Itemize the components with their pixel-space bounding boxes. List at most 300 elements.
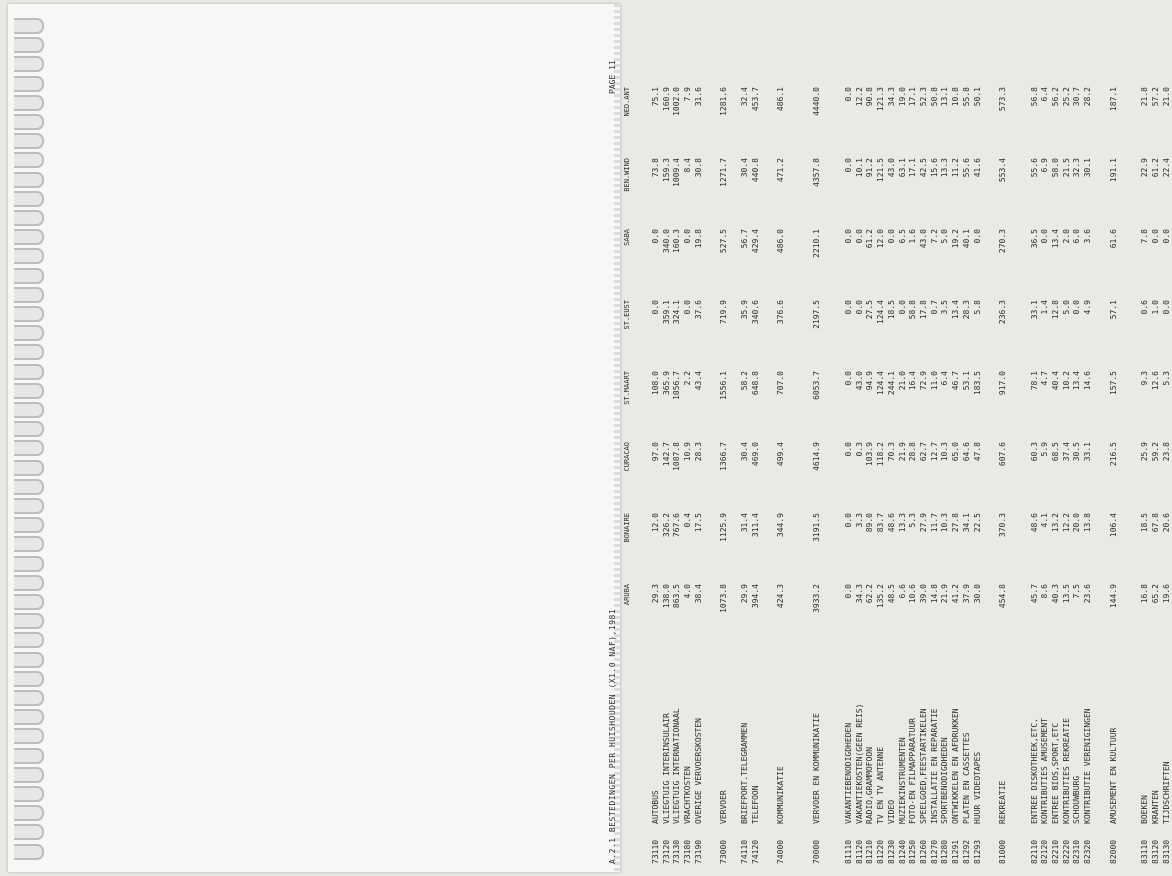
row-label: BOEKEN [1140, 795, 1150, 824]
cell-value: 56.2 [1051, 87, 1061, 107]
binder-ring [14, 325, 44, 341]
table-row [1162, 36, 1172, 864]
cell-value: 607.6 [997, 442, 1007, 467]
cell-value: 0.0 [682, 229, 692, 244]
cell-value: 34.3 [886, 87, 896, 107]
cell-value: 5.9 [1040, 442, 1050, 457]
cell-value: 10.3 [940, 442, 950, 462]
cell-value: 97.0 [650, 442, 660, 462]
column-header: CURACAO [623, 442, 631, 472]
cell-value: 48.6 [886, 513, 896, 533]
column-header: BONAIRE [623, 513, 631, 543]
binder-ring [14, 786, 44, 802]
row-code: 81210 [865, 839, 875, 864]
row-code: 73130 [672, 839, 682, 864]
cell-value: 23.8 [1161, 442, 1171, 462]
row-label: KRANTEN [1151, 790, 1161, 824]
column-header: ST.EUST [623, 300, 631, 330]
cell-value: 56.8 [1029, 87, 1039, 107]
cell-value: 3191.5 [812, 513, 822, 542]
cell-value: 68.5 [1051, 442, 1061, 462]
cell-value: 0.0 [682, 300, 692, 315]
row-code: 82210 [1051, 839, 1061, 864]
row-code: 81260 [918, 839, 928, 864]
cell-value: 83.7 [876, 513, 886, 533]
table-row [812, 36, 822, 864]
cell-value: 4.7 [1040, 371, 1050, 386]
cell-value: 0.0 [854, 229, 864, 244]
cell-value: 94.9 [865, 371, 875, 391]
cell-value: 18.5 [886, 300, 896, 320]
cell-value: 14.8 [929, 584, 939, 604]
cell-value: 15.6 [929, 158, 939, 178]
binder-ring [14, 95, 44, 111]
row-label: FOTO-EN FILMAPPARATUUR [908, 718, 918, 824]
cell-value: 469.0 [750, 442, 760, 467]
cell-value: 22.9 [1140, 158, 1150, 178]
cell-value: 16.4 [908, 371, 918, 391]
cell-value: 138.0 [661, 584, 671, 609]
row-label: VIDEO [886, 799, 896, 824]
cell-value: 35.9 [740, 300, 750, 320]
cell-value: 424.3 [776, 584, 786, 609]
binder-ring [14, 632, 44, 648]
cell-value: 13.4 [1072, 371, 1082, 391]
table-row [940, 36, 950, 864]
table-row [973, 36, 983, 864]
binder-ring [14, 479, 44, 495]
column-header: ARUBA [623, 584, 631, 606]
binder-ring [14, 268, 44, 284]
binder-ring [14, 844, 44, 860]
cell-value: 0.0 [650, 229, 660, 244]
column-header: ST.MAART [623, 371, 631, 405]
binder-ring [14, 248, 44, 264]
cell-value: 25.2 [1061, 87, 1071, 107]
cell-value: 14.6 [1083, 371, 1093, 391]
binder-ring [14, 575, 44, 591]
table-title: A.2.1 BESTEDINGEN PER HUISHOUDEN (X1.0 NAF),1981 [608, 608, 617, 864]
row-code: 83130 [1161, 839, 1171, 864]
cell-value: 135.2 [876, 584, 886, 609]
cell-value: 20.6 [1161, 513, 1171, 533]
row-label: OVERIGE VERVOERSKOSTEN [693, 718, 703, 824]
cell-value: 21.9 [897, 442, 907, 462]
cell-value: 39.0 [918, 584, 928, 604]
cell-value: 1.6 [908, 229, 918, 244]
cell-value: 440.8 [750, 158, 760, 183]
cell-value: 160.9 [661, 87, 671, 112]
cell-value: 30.1 [1083, 158, 1093, 178]
row-label: TIJDSCHRIFTEN [1161, 761, 1171, 824]
binder-ring [14, 671, 44, 687]
cell-value: 61.2 [1151, 158, 1161, 178]
row-code: 81280 [940, 839, 950, 864]
table-row [1151, 36, 1161, 864]
row-code: 81110 [844, 839, 853, 864]
cell-value: 370.3 [997, 513, 1007, 538]
cell-value: 4.0 [682, 584, 692, 599]
cell-value: 43.0 [918, 229, 928, 249]
cell-value: 55.6 [961, 158, 971, 178]
cell-value: 244.1 [886, 371, 896, 396]
cell-value: 17.1 [908, 87, 918, 107]
cell-value: 8.6 [1040, 584, 1050, 599]
cell-value: 0.4 [682, 513, 692, 528]
cell-value: 40.1 [961, 229, 971, 249]
binder-ring [14, 517, 44, 533]
cell-value: 56.7 [740, 229, 750, 249]
binder-ring [14, 210, 44, 226]
cell-value: 5.3 [1161, 371, 1171, 386]
binder-ring [14, 440, 44, 456]
row-label: PLATEN EN CASSETTES [961, 732, 971, 824]
cell-value: 270.3 [997, 229, 1007, 254]
table-row [1040, 36, 1050, 864]
table-row [662, 36, 672, 864]
cell-value: 33.1 [1029, 300, 1039, 320]
binder-rings [8, 4, 48, 872]
binder-ring [14, 767, 44, 783]
cell-value: 1366.7 [719, 442, 729, 471]
cell-value: 0.0 [886, 229, 896, 244]
row-code: 82000 [1108, 839, 1118, 864]
table-row [1062, 36, 1072, 864]
cell-value: 159.3 [661, 158, 671, 183]
row-label: SPORTBENODIGDHEDEN [940, 737, 950, 824]
table-row [951, 36, 961, 864]
cell-value: 60.3 [1029, 442, 1039, 462]
cell-value: 62.7 [918, 442, 928, 462]
cell-value: 121.3 [876, 87, 886, 112]
column-header: NED.ANT [623, 87, 631, 117]
cell-value: 573.3 [997, 87, 1007, 112]
cell-value: 236.3 [997, 300, 1007, 325]
cell-value: 0.0 [844, 158, 853, 173]
row-code: 81220 [876, 839, 886, 864]
binder-ring [14, 191, 44, 207]
cell-value: 144.9 [1108, 584, 1118, 609]
cell-value: 40.3 [1051, 584, 1061, 604]
row-code: 82110 [1029, 839, 1039, 864]
row-code: 81230 [886, 839, 896, 864]
cell-value: 6.0 [1072, 229, 1082, 244]
cell-value: 11.7 [929, 513, 939, 533]
row-code: 82310 [1072, 839, 1082, 864]
row-label: ONTWIKKELEN EN AFDRUKKEN [951, 708, 961, 824]
row-code: 81120 [854, 839, 864, 864]
binder-ring [14, 114, 44, 130]
cell-value: 3.3 [854, 513, 864, 528]
cell-value: 6.6 [897, 584, 907, 599]
row-label: AUTOBUS [650, 790, 660, 824]
cell-value: 90.8 [865, 87, 875, 107]
binder-ring [14, 709, 44, 725]
cell-value: 340.0 [661, 229, 671, 254]
row-label: TV EN TV ANTENNE [876, 746, 886, 824]
binder-ring [14, 287, 44, 303]
cell-value: 0.0 [844, 371, 853, 386]
cell-value: 719.9 [719, 300, 729, 325]
cell-value: 55.6 [1029, 158, 1039, 178]
binder-ring [14, 805, 44, 821]
row-code: 73110 [650, 839, 660, 864]
row-code: 81293 [972, 839, 982, 864]
cell-value: 31.4 [740, 513, 750, 533]
table-row [651, 36, 661, 864]
cell-value: 4.9 [1083, 300, 1093, 315]
cell-value: 21.0 [1161, 87, 1171, 107]
cell-value: 12.7 [929, 442, 939, 462]
cell-value: 1271.7 [719, 158, 729, 187]
cell-value: 1281.6 [719, 87, 729, 116]
cell-value: 13.3 [940, 158, 950, 178]
binder-ring [14, 56, 44, 72]
cell-value: 58.8 [908, 300, 918, 320]
cell-value: 3933.2 [812, 584, 822, 613]
row-label: RADIO,GRAMMOFOON [865, 746, 875, 824]
table-row [694, 36, 704, 864]
cell-value: 13.4 [951, 300, 961, 320]
cell-value: 10.6 [908, 584, 918, 604]
cell-value: 89.0 [865, 513, 875, 533]
row-label: VLIEGTUIG INTERNATIONAAL [672, 708, 682, 824]
row-label: VAKANTIEBENODIGDHEDEN [844, 722, 853, 824]
cell-value: 45.7 [1029, 584, 1039, 604]
table-row [672, 36, 682, 864]
cell-value: 10.9 [682, 442, 692, 462]
cell-value: 30.5 [1072, 442, 1082, 462]
cell-value: 429.4 [750, 229, 760, 254]
cell-value: 1073.8 [719, 584, 729, 613]
cell-value: 30.4 [740, 158, 750, 178]
binder-ring [14, 344, 44, 360]
cell-value: 1056.7 [672, 371, 682, 400]
cell-value: 12.2 [854, 87, 864, 107]
cell-value: 28.2 [1083, 87, 1093, 107]
cell-value: 7.9 [682, 87, 692, 102]
row-code: 83110 [1140, 839, 1150, 864]
rotated-table [608, 34, 1171, 864]
cell-value: 48.6 [1029, 513, 1039, 533]
cell-value: 326.2 [661, 513, 671, 538]
cell-value: 19.8 [693, 229, 703, 249]
cell-value: 648.8 [750, 371, 760, 396]
cell-value: 13.5 [1061, 584, 1071, 604]
cell-value: 17.5 [693, 513, 703, 533]
cell-value: 43.4 [693, 371, 703, 391]
table-row [683, 36, 693, 864]
cell-value: 5.0 [1061, 300, 1071, 315]
table-row [855, 36, 865, 864]
table-row [887, 36, 897, 864]
cell-value: 13.8 [1083, 513, 1093, 533]
row-label: MUZIEKINSTRUMENTEN [897, 737, 907, 824]
table-row [876, 36, 886, 864]
cell-value: 13.2 [1051, 513, 1061, 533]
row-code: 82320 [1083, 839, 1093, 864]
cell-value: 863.5 [672, 584, 682, 609]
row-label: VAKANTIEKOSTEN(GEEN REIS) [854, 703, 864, 824]
cell-value: 0.0 [1151, 229, 1161, 244]
binder-ring [14, 18, 44, 34]
cell-value: 72.9 [918, 371, 928, 391]
row-label: VLIEGTUIG INTERINSULAIR [661, 713, 671, 824]
row-code: 73120 [661, 839, 671, 864]
row-label: VERVOER EN KOMMUNIKATIE [812, 713, 822, 824]
cell-value: 23.6 [1083, 584, 1093, 604]
cell-value: 25.9 [1140, 442, 1150, 462]
cell-value: 917.0 [997, 371, 1007, 396]
cell-value: 59.2 [1151, 442, 1161, 462]
row-code: 81270 [929, 839, 939, 864]
cell-value: 527.5 [719, 229, 729, 254]
binder-ring [14, 76, 44, 92]
cell-value: 21.5 [1061, 158, 1071, 178]
cell-value: 0.7 [929, 300, 939, 315]
cell-value: 61.2 [865, 229, 875, 249]
cell-value: 42.5 [918, 158, 928, 178]
binder-ring [14, 728, 44, 744]
cell-value: 340.6 [750, 300, 760, 325]
cell-value: 53.1 [961, 371, 971, 391]
cell-value: 499.4 [776, 442, 786, 467]
row-label: VERVOER [719, 790, 729, 824]
cell-value: 41.2 [951, 584, 961, 604]
cell-value: 5.8 [972, 300, 982, 315]
cell-value: 28.3 [961, 300, 971, 320]
binder-ring [14, 37, 44, 53]
cell-value: 17.8 [918, 300, 928, 320]
cell-value: 41.6 [972, 158, 982, 178]
cell-value: 11.0 [929, 371, 939, 391]
cell-value: 0.0 [897, 300, 907, 315]
cell-value: 13.3 [897, 513, 907, 533]
row-label: KONTRIBUTIES REKREATIE [1061, 718, 1071, 824]
binder-ring [14, 652, 44, 668]
cell-value: 21.8 [1140, 87, 1150, 107]
table-row [1140, 36, 1150, 864]
table-row [930, 36, 940, 864]
cell-value: 108.0 [650, 371, 660, 396]
cell-value: 19.6 [1161, 584, 1171, 604]
table-row [865, 36, 875, 864]
cell-value: 6.5 [897, 229, 907, 244]
cell-value: 344.9 [776, 513, 786, 538]
row-code: 74120 [750, 839, 760, 864]
row-code: 74110 [740, 839, 750, 864]
binder-ring [14, 556, 44, 572]
row-code: 74000 [776, 839, 786, 864]
table-row [1109, 36, 1119, 864]
cell-value: 0.0 [1161, 229, 1171, 244]
cell-value: 0.0 [1161, 300, 1171, 315]
cell-value: 57.2 [1151, 87, 1161, 107]
cell-value: 37.6 [693, 300, 703, 320]
cell-value: 5.0 [940, 229, 950, 244]
table-row [1072, 36, 1082, 864]
cell-value: 2.0 [1061, 229, 1071, 244]
cell-value: 65.0 [951, 442, 961, 462]
cell-value: 10.2 [1061, 371, 1071, 391]
document-page [8, 4, 1171, 872]
cell-value: 1087.8 [672, 442, 682, 471]
cell-value: 486.0 [776, 229, 786, 254]
cell-value: 1.4 [1040, 300, 1050, 315]
cell-value: 3.5 [940, 300, 950, 315]
cell-value: 142.7 [661, 442, 671, 467]
table-row [962, 36, 972, 864]
cell-value: 27.8 [951, 513, 961, 533]
binder-ring [14, 133, 44, 149]
cell-value: 106.4 [1108, 513, 1118, 538]
cell-value: 78.1 [1029, 371, 1039, 391]
cell-value: 394.4 [750, 584, 760, 609]
cell-value: 124.4 [876, 371, 886, 396]
table-row [844, 36, 854, 864]
cell-value: 157.5 [1108, 371, 1118, 396]
cell-value: 10.3 [940, 513, 950, 533]
cell-value: 0.0 [844, 442, 853, 457]
cell-value: 767.6 [672, 513, 682, 538]
cell-value: 61.6 [1108, 229, 1118, 249]
binder-ring [14, 536, 44, 552]
cell-value: 33.1 [1083, 442, 1093, 462]
row-label: HUUR VIDEOTAPES [972, 751, 982, 824]
cell-value: 22.4 [1161, 158, 1171, 178]
cell-value: 30.7 [1072, 87, 1082, 107]
cell-value: 58.0 [1051, 158, 1061, 178]
cell-value: 124.4 [876, 300, 886, 325]
binder-ring [14, 229, 44, 245]
cell-value: 10.1 [854, 158, 864, 178]
binder-ring [14, 498, 44, 514]
table-row [740, 36, 750, 864]
cell-value: 17.1 [908, 158, 918, 178]
cell-value: 486.1 [776, 87, 786, 112]
table-row [908, 36, 918, 864]
row-code: 81250 [908, 839, 918, 864]
cell-value: 30.4 [740, 442, 750, 462]
cell-value: 0.6 [1140, 300, 1150, 315]
cell-value: 32.4 [740, 87, 750, 107]
binder-ring [14, 824, 44, 840]
cell-value: 7.2 [929, 229, 939, 244]
cell-value: 121.5 [876, 158, 886, 183]
row-label: SPEELGOED,FEESTARTIKELEN [918, 708, 928, 824]
row-code: 81291 [951, 839, 961, 864]
row-label: REKREATIE [997, 780, 1007, 824]
cell-value: 75.1 [650, 87, 660, 107]
cell-value: 160.3 [672, 229, 682, 254]
cell-value: 63.1 [897, 158, 907, 178]
cell-value: 6.4 [1040, 87, 1050, 102]
table-row [998, 36, 1008, 864]
cell-value: 359.1 [661, 300, 671, 325]
cell-value: 0.0 [854, 300, 864, 315]
row-label: BRIEFPORT.TELEGRAMMEN [740, 722, 750, 824]
cell-value: 5.3 [908, 513, 918, 528]
cell-value: 36.5 [1029, 229, 1039, 249]
row-label: ENTREE BIOS,SPORT,ETC [1051, 722, 1061, 824]
cell-value: 471.2 [776, 158, 786, 183]
cell-value: 118.2 [876, 442, 886, 467]
column-header: SABA [623, 229, 631, 246]
cell-value: 6.9 [1040, 158, 1050, 173]
cell-value: 0.0 [972, 229, 982, 244]
cell-value: 191.1 [1108, 158, 1118, 183]
cell-value: 38.4 [693, 584, 703, 604]
